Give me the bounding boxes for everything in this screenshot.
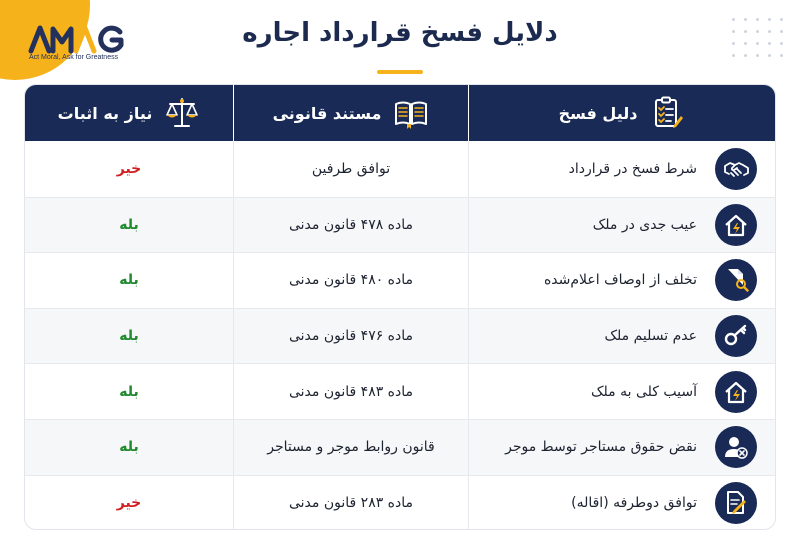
cell-proof bbox=[25, 476, 234, 530]
proof-value: بله bbox=[119, 383, 139, 400]
document-text: ماده ۴۷۸ قانون مدنی bbox=[288, 216, 414, 233]
brand-tagline: Act Moral, Ask for Greatness bbox=[29, 54, 119, 61]
cell-proof bbox=[25, 364, 234, 419]
cell-reason bbox=[469, 141, 775, 197]
reason-text: تخلف از اوصاف اعلام‌شده bbox=[543, 272, 697, 289]
table-row bbox=[25, 475, 775, 530]
header-document bbox=[234, 85, 469, 141]
cell-document bbox=[234, 198, 469, 253]
cell-reason bbox=[469, 420, 775, 475]
header-proof bbox=[25, 85, 234, 141]
reason-text: آسیب کلی به ملک bbox=[591, 383, 697, 400]
house-damage-icon bbox=[715, 204, 757, 246]
cell-document bbox=[234, 309, 469, 364]
cell-proof bbox=[25, 141, 234, 197]
table-row bbox=[25, 252, 775, 308]
title-underline bbox=[377, 70, 423, 74]
proof-value: خیر bbox=[116, 494, 142, 511]
reason-text: شرط فسخ در قرارداد bbox=[568, 160, 697, 177]
key-icon bbox=[715, 315, 757, 357]
house-damage-icon bbox=[715, 371, 757, 413]
open-book-icon bbox=[393, 95, 429, 131]
table-row bbox=[25, 419, 775, 475]
cell-reason bbox=[469, 476, 775, 530]
document-text: قانون روابط موجر و مستاجر bbox=[267, 439, 435, 456]
cell-document bbox=[234, 141, 469, 197]
cell-reason bbox=[469, 253, 775, 308]
table-row bbox=[25, 197, 775, 253]
cell-document bbox=[234, 476, 469, 530]
cell-reason bbox=[469, 198, 775, 253]
proof-value: بله bbox=[119, 439, 139, 456]
table-body bbox=[25, 141, 775, 530]
cell-proof bbox=[25, 253, 234, 308]
document-text: ماده ۴۸۳ قانون مدنی bbox=[288, 383, 414, 400]
document-text: توافق طرفین bbox=[311, 160, 391, 177]
document-search-icon bbox=[715, 259, 757, 301]
document-text: ماده ۴۸۰ قانون مدنی bbox=[288, 272, 414, 289]
reason-text: نقض حقوق مستاجر توسط موجر bbox=[505, 439, 697, 456]
clipboard-checklist-icon bbox=[649, 95, 685, 131]
cell-proof bbox=[25, 198, 234, 253]
reason-text: عدم تسلیم ملک bbox=[604, 328, 697, 345]
header-reason bbox=[469, 85, 775, 141]
document-text: ماده ۲۸۳ قانون مدنی bbox=[288, 494, 414, 511]
cell-proof bbox=[25, 420, 234, 475]
cell-reason bbox=[469, 364, 775, 419]
table-row bbox=[25, 363, 775, 419]
reason-text: توافق دوطرفه (اقاله) bbox=[571, 494, 697, 511]
proof-value: بله bbox=[119, 328, 139, 345]
proof-value: خیر bbox=[116, 160, 142, 177]
header-reason-label: دلیل فسخ bbox=[558, 103, 638, 123]
cell-document bbox=[234, 420, 469, 475]
cell-document bbox=[234, 364, 469, 419]
document-text: ماده ۴۷۶ قانون مدنی bbox=[288, 328, 414, 345]
handshake-icon bbox=[715, 148, 757, 190]
table-header bbox=[25, 85, 775, 141]
document-sign-icon bbox=[715, 482, 757, 524]
table-row bbox=[25, 308, 775, 364]
table-row bbox=[25, 141, 775, 197]
header-document-label: مستند قانونی bbox=[272, 103, 382, 123]
cell-proof bbox=[25, 309, 234, 364]
reason-text: عیب جدی در ملک bbox=[592, 216, 697, 233]
proof-value: بله bbox=[119, 272, 139, 289]
scales-of-justice-icon bbox=[164, 95, 200, 131]
reasons-table bbox=[24, 84, 776, 530]
page-title: دلایل فسخ قرارداد اجاره bbox=[242, 18, 558, 48]
cell-document bbox=[234, 253, 469, 308]
proof-value: بله bbox=[119, 216, 139, 233]
user-remove-icon bbox=[715, 426, 757, 468]
header-proof-label: نیاز به اثبات bbox=[57, 103, 153, 123]
cell-reason bbox=[469, 309, 775, 364]
